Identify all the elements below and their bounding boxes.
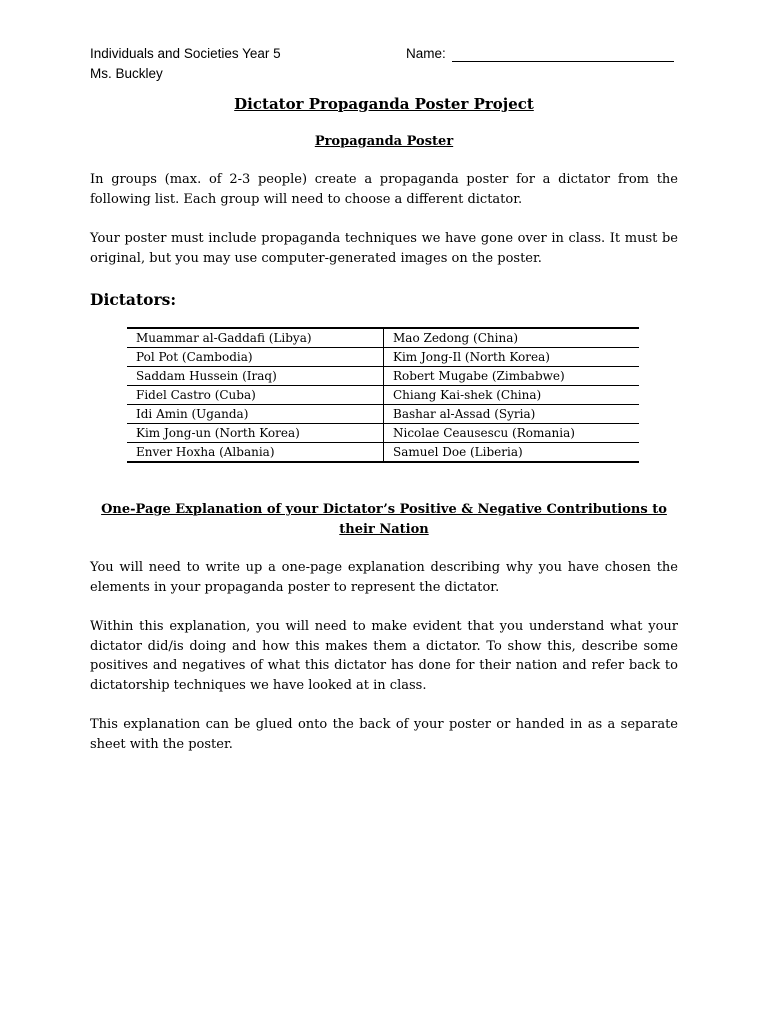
- table-cell: Saddam Hussein (Iraq): [127, 367, 384, 386]
- intro-paragraph: In groups (max. of 2-3 people) create a propaganda poster for a dictator from the following list. Each group will need to choose a different dictator.: [90, 172, 678, 207]
- table-cell: Kim Jong-Il (North Korea): [384, 348, 640, 367]
- dictators-heading: Dictators:: [90, 290, 177, 309]
- course-label: Individuals and Societies Year 5: [90, 46, 281, 61]
- explanation-paragraph: You will need to write up a one-page explanation describing why you have chosen the elements in your propaganda poster to represent the dictator.: [90, 560, 678, 595]
- table-cell: Kim Jong-un (North Korea): [127, 424, 384, 443]
- table-row: [127, 367, 639, 386]
- table-cell: Mao Zedong (China): [384, 328, 640, 348]
- explanation-paragraph: This explanation can be glued onto the back of your poster or handed in as a separate sheet with the poster.: [90, 717, 678, 752]
- section-title-propaganda-poster: Propaganda Poster: [314, 134, 454, 149]
- table-cell: Samuel Doe (Liberia): [384, 443, 640, 463]
- table-cell: Muammar al-Gaddafi (Libya): [127, 328, 384, 348]
- table-cell: Robert Mugabe (Zimbabwe): [384, 367, 640, 386]
- table-row: [127, 405, 639, 424]
- section-title-explanation: One-Page Explanation of your Dictator’s Positive & Negative Contributions to their Nation: [101, 502, 667, 537]
- table-cell: Bashar al-Assad (Syria): [384, 405, 640, 424]
- table-cell: Idi Amin (Uganda): [127, 405, 384, 424]
- teacher-label: Ms. Buckley: [90, 66, 163, 81]
- page-title: Dictator Propaganda Poster Project: [234, 95, 534, 113]
- table-row: [127, 424, 639, 443]
- explanation-paragraph: Within this explanation, you will need to make evident that you understand what your dictator did/is doing and how this makes them a dictator. To show this, describe some positives and negatives of what this dictator has done for their nation and refer back to dictatorship techniques we have looked at in class.: [90, 619, 678, 693]
- table-row: [127, 386, 639, 405]
- table-row: [127, 348, 639, 367]
- dictators-table: [127, 327, 639, 463]
- table-cell: Chiang Kai-shek (China): [384, 386, 640, 405]
- table-cell: Enver Hoxha (Albania): [127, 443, 384, 463]
- name-label: Name:: [406, 46, 446, 61]
- intro-paragraph: Your poster must include propaganda techniques we have gone over in class. It must be original, but you may use computer-generated images on the poster.: [90, 231, 678, 266]
- table-row: [127, 328, 639, 348]
- table-row: [127, 443, 639, 463]
- name-blank-line: [452, 61, 674, 62]
- table-cell: Pol Pot (Cambodia): [127, 348, 384, 367]
- table-cell: Nicolae Ceausescu (Romania): [384, 424, 640, 443]
- table-cell: Fidel Castro (Cuba): [127, 386, 384, 405]
